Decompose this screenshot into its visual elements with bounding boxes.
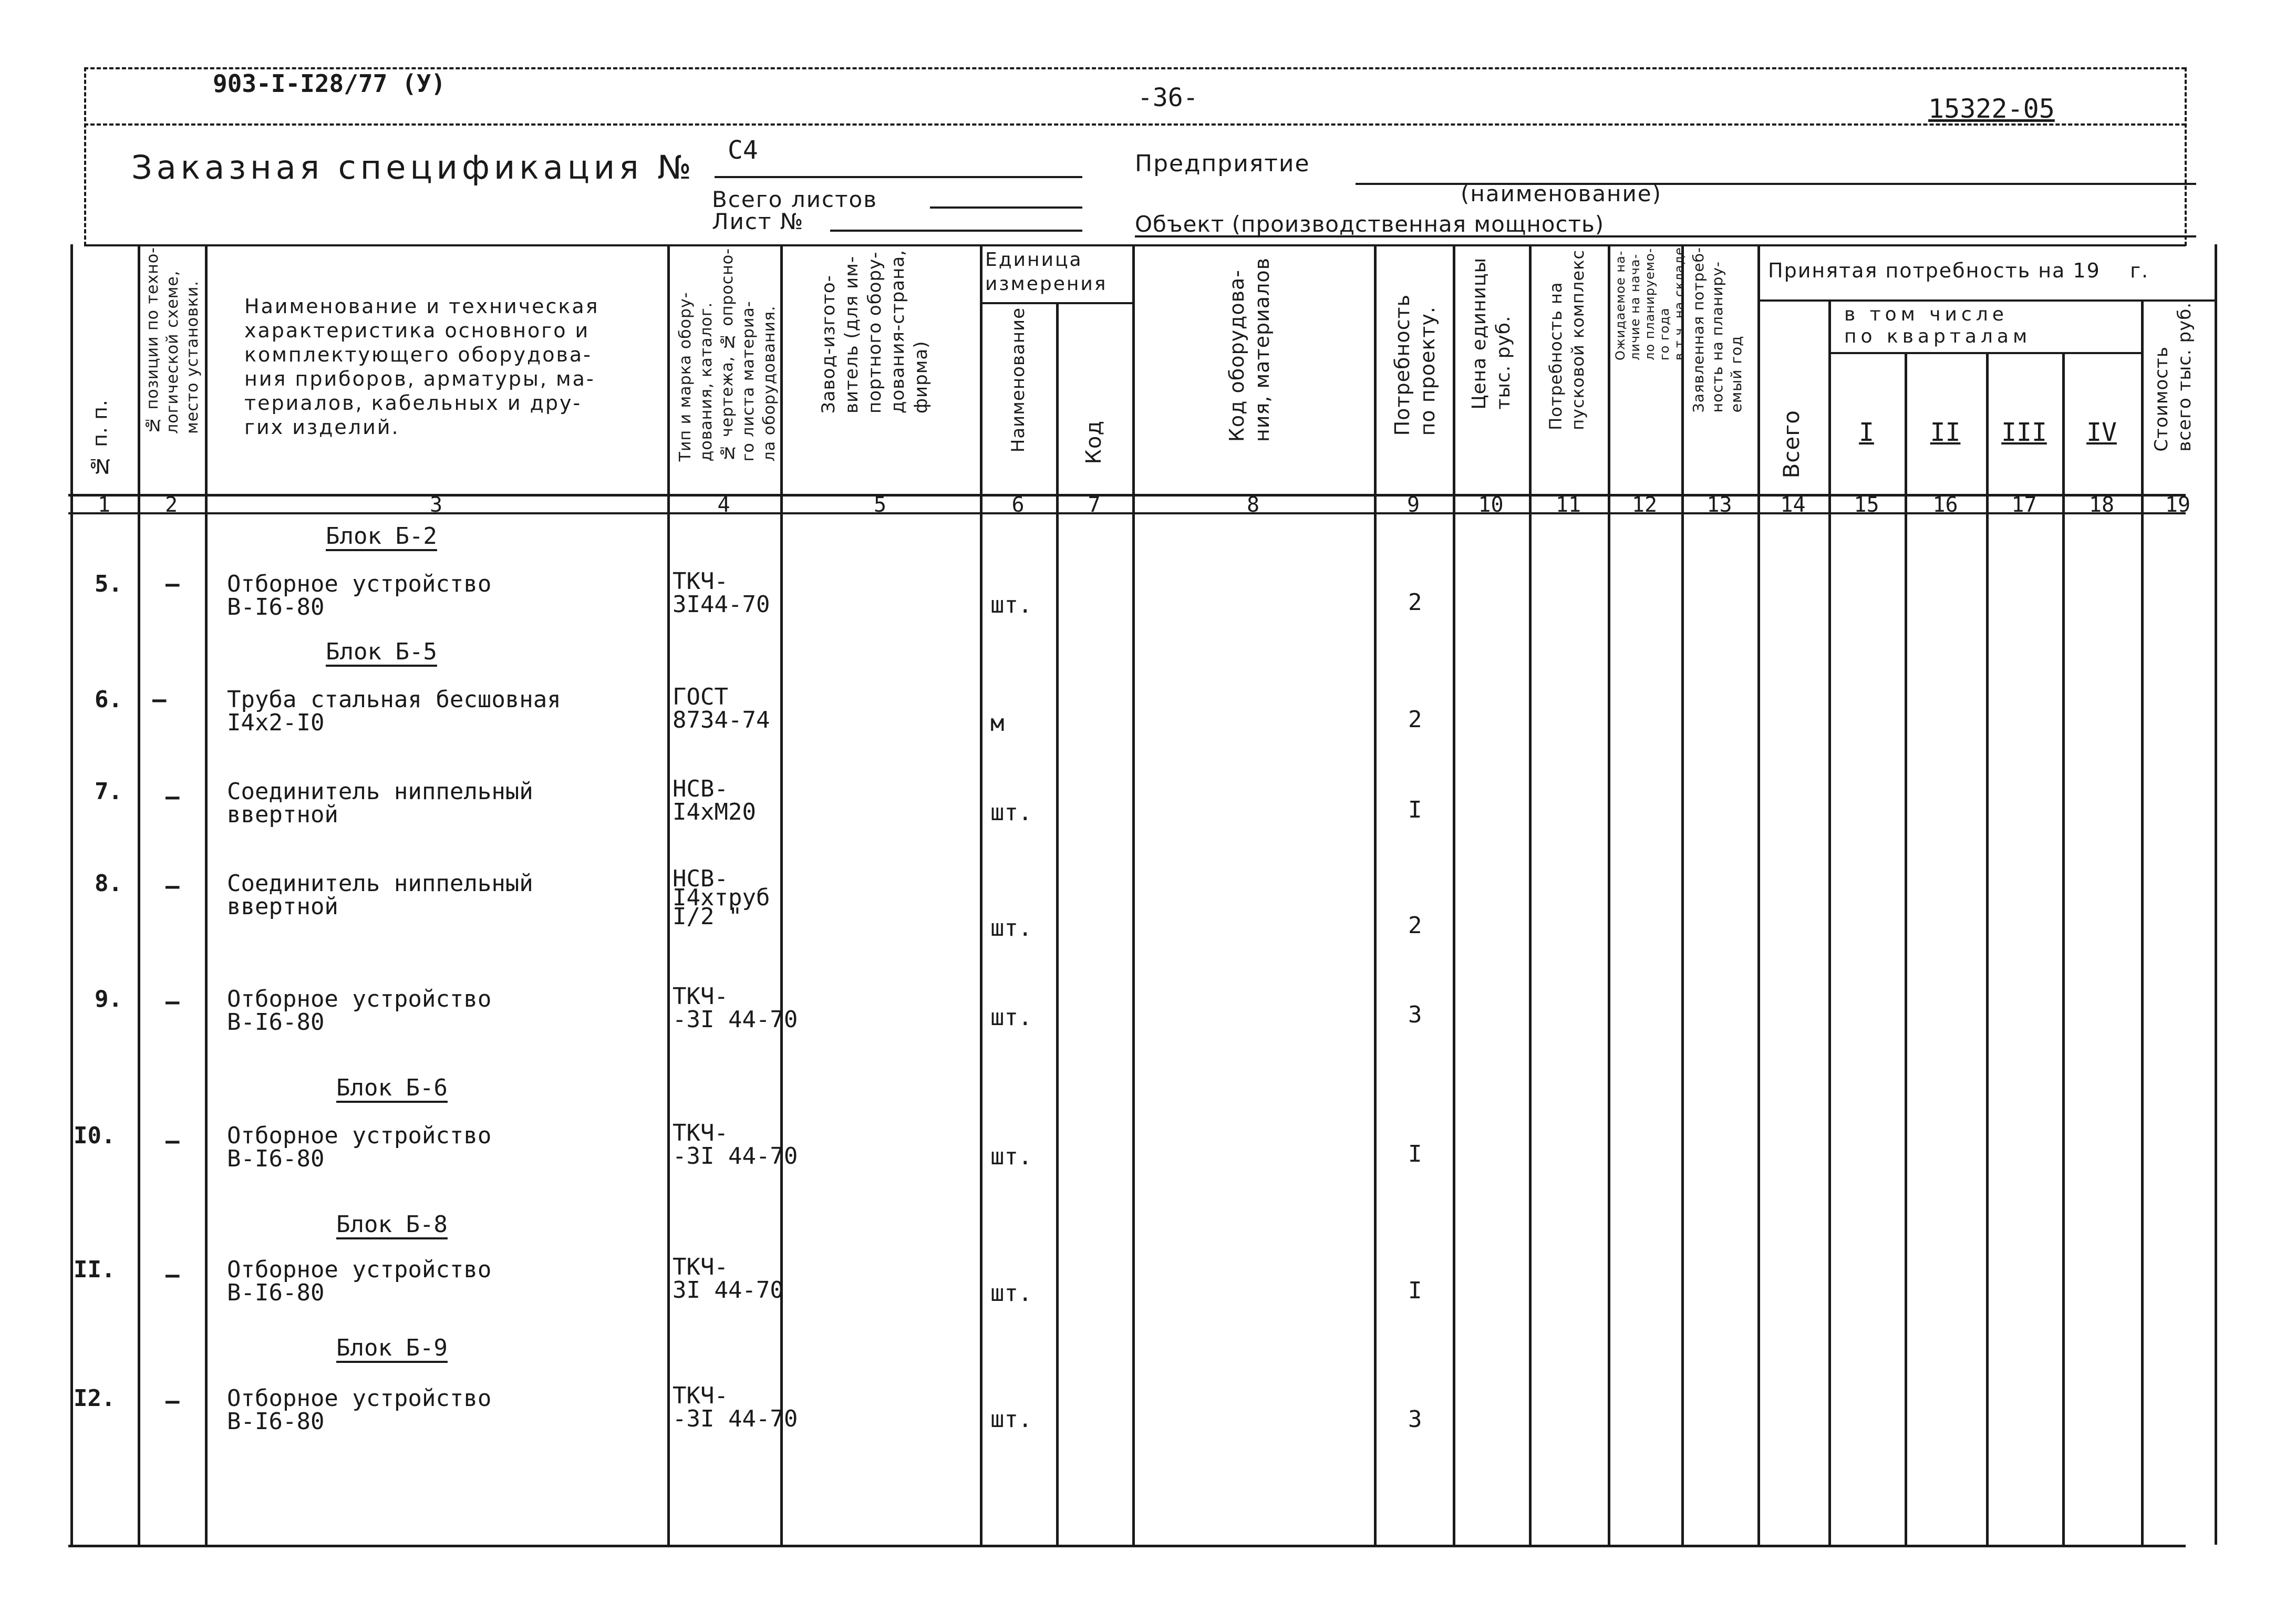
total-sheets-label: Всего листов [712, 187, 878, 212]
row-qty: 3 [1408, 1001, 1422, 1028]
block-heading: Блок Б-9 [336, 1335, 448, 1361]
header-unit-group: Единица измерения [985, 249, 1108, 295]
row-number: 7. [95, 778, 122, 805]
row-qty: I [1408, 797, 1422, 823]
row-name: Отборное устройство В-I6-80 [227, 1385, 492, 1435]
col-num: 14 [1780, 493, 1806, 517]
row-name: Соединитель ниппельный ввертной [227, 870, 533, 920]
header-row-number: № п. п. [88, 399, 111, 478]
header-unit-name: Наименование [1008, 307, 1029, 453]
row-name: Труба стальная бесшовная I4х2-I0 [227, 686, 561, 736]
col-num: 4 [717, 493, 730, 517]
col-num: 3 [429, 493, 443, 517]
header-total: Всего [1778, 410, 1804, 479]
header-q1: I [1859, 418, 1874, 447]
row-qty: 2 [1408, 706, 1422, 733]
col-num: 6 [1011, 493, 1025, 517]
row-number: I2. [74, 1385, 116, 1412]
header-q3: III [2001, 418, 2047, 447]
row-unit: шт. [990, 1004, 1032, 1031]
block-heading: Блок Б-5 [326, 638, 437, 665]
header-position: № позиции по техно- логической схеме, место установки. [143, 247, 202, 434]
row-number: 5. [95, 571, 122, 597]
doc-code: 903-I-I28/77 (У) [213, 69, 446, 98]
header-cost: Стоимость всего тыс. руб. [2151, 302, 2195, 452]
header-q4: IV [2086, 418, 2117, 447]
header-unit-price: Цена единицы тыс. руб. [1468, 257, 1514, 410]
row-number: 6. [95, 686, 122, 713]
row-qty: 2 [1408, 589, 1422, 616]
sheet-code: 15322-05 [1928, 94, 2055, 124]
row-name: Отборное устройство В-I6-80 [227, 1256, 492, 1306]
row-number: I0. [74, 1122, 116, 1149]
row-unit: шт. [990, 1280, 1032, 1307]
col-num: 5 [873, 493, 887, 517]
col-num: 8 [1246, 493, 1260, 517]
col-num: 11 [1555, 493, 1581, 517]
col-num: 19 [2165, 493, 2191, 517]
row-type: ТКЧ- 3I44-70 [673, 568, 770, 618]
block-heading: Блок Б-2 [326, 523, 437, 550]
row-qty: 2 [1408, 912, 1422, 939]
page-number: -36- [1137, 83, 1198, 112]
row-qty: I [1408, 1277, 1422, 1304]
col-num: 9 [1406, 493, 1420, 517]
header-manufacturer: Завод-изгото- витель (для им- портного обору- дования-страна, фирма) [818, 250, 932, 414]
enterprise-label: Предприятие [1135, 150, 1310, 177]
header-accepted: Принятая потребность на 19 г. [1768, 259, 2149, 282]
row-position: – [166, 1262, 180, 1288]
col-num: 17 [2011, 493, 2037, 517]
header-name: Наименование и техническая характеристика основного и комплектующего оборудова- ния приборов, арматуры, ма- териалов, кабельных и дру- гих изделий. [244, 295, 599, 439]
col-num: 18 [2088, 493, 2115, 517]
row-unit: шт. [990, 799, 1032, 826]
row-position: – [166, 988, 180, 1015]
row-qty: I [1408, 1141, 1422, 1167]
row-position: – [166, 783, 180, 810]
col-num: 15 [1854, 493, 1879, 517]
header-launch-need: Потребность на пусковой комплекс [1546, 250, 1588, 430]
block-heading: Блок Б-8 [336, 1211, 448, 1238]
row-type: ТКЧ- -3I 44-70 [673, 1120, 798, 1170]
col-num: 16 [1932, 493, 1958, 517]
row-position: – [166, 1388, 180, 1414]
col-num: 1 [97, 493, 111, 517]
col-num: 13 [1707, 493, 1732, 517]
row-number: II. [74, 1256, 116, 1283]
name-caption: (наименование) [1461, 181, 1662, 206]
header-quarters-group: в том числе по кварталам [1844, 304, 2032, 347]
row-position: – [152, 686, 167, 713]
row-position: – [166, 571, 180, 597]
spec-number: С4 [728, 136, 758, 165]
row-number: 9. [95, 986, 122, 1012]
row-type: НСВ- I4хтруб I/2 " [673, 865, 770, 930]
row-unit: шт. [990, 1143, 1032, 1170]
header-q2: II [1930, 418, 1961, 447]
row-number: 8. [95, 870, 122, 897]
col-num: 10 [1478, 493, 1504, 517]
row-position: – [166, 873, 180, 899]
row-qty: 3 [1408, 1406, 1422, 1433]
header-unit-code: Код [1082, 420, 1106, 464]
header-project-need: Потребность по проекту. [1391, 294, 1439, 436]
spec-title: Заказная спецификация № [131, 148, 696, 187]
header-declared-need: Заявленная потреб- ность на планиру- емый год [1690, 247, 1745, 413]
header-equipment-code: Код оборудова- ния, материалов [1225, 257, 1274, 442]
row-position: – [166, 1128, 180, 1154]
row-unit: шт. [990, 1406, 1032, 1433]
row-type: НСВ- I4хМ20 [673, 776, 756, 825]
col-num: 2 [164, 493, 178, 517]
row-type: ТКЧ- 3I 44-70 [673, 1254, 784, 1304]
row-unit: шт. [990, 915, 1032, 942]
row-type: ГОСТ 8734-74 [673, 684, 770, 733]
row-name: Отборное устройство В-I6-80 [227, 1122, 492, 1172]
col-num: 12 [1631, 493, 1658, 517]
row-type: ТКЧ- -3I 44-70 [673, 1382, 798, 1432]
col-num: 7 [1088, 493, 1101, 517]
row-name: Соединитель ниппельный ввертной [227, 778, 533, 828]
row-unit: шт. [990, 592, 1032, 618]
row-unit: м [990, 710, 1005, 737]
row-type: ТКЧ- -3I 44-70 [673, 983, 798, 1033]
sheet-no-label: Лист № [712, 209, 804, 234]
row-name: Отборное устройство В-I6-80 [227, 986, 492, 1036]
header-expected-stock: Ожидаемое на- личие на нача- ло планируемо- го года в т.ч. на складе [1613, 247, 1687, 360]
object-label: Объект (производственная мощность) [1135, 211, 1605, 237]
header-type: Тип и марка обору- дования, каталог. № чертежа, № опросно- го листа материа- ла оборудования. [676, 248, 779, 462]
row-name: Отборное устройство В-I6-80 [227, 571, 492, 621]
block-heading: Блок Б-6 [336, 1074, 448, 1101]
